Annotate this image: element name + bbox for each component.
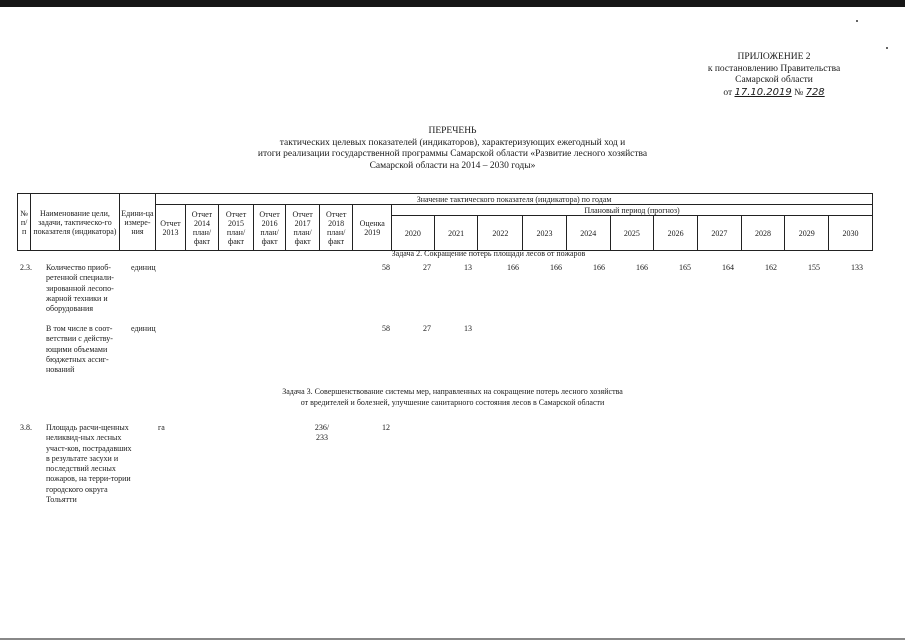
header-year: 2028 — [741, 216, 785, 251]
appendix-region: Самарской области — [735, 75, 813, 85]
header-year: 2022 — [478, 216, 523, 251]
row-2-3-sub-est-2019: 58 — [382, 324, 390, 333]
row-2-3-val: 13 — [464, 263, 472, 272]
appendix-resolution: к постановлению Правительства — [707, 63, 841, 74]
task-2-caption: Задача 2. Сокращение потерь площади лесов от пожаров — [391, 249, 586, 258]
handwritten-number: 728 — [805, 86, 825, 98]
row-3-8-name: Площадь расчи-щенных неликвид-ных лесных участ-ков, пострадавших в результате засухи и последствий лесных пожаров, на терри-тории городского округа Тольятти — [46, 423, 132, 505]
row-2-3-val: 164 — [722, 263, 734, 272]
row-3-8-est-2019: 12 — [382, 423, 390, 432]
indicator-table-header — [17, 193, 873, 251]
appendix-title: ПРИЛОЖЕНИЕ 2 — [737, 52, 811, 62]
row-2-3-val: 166 — [507, 263, 519, 272]
title-line-1: ПЕРЕЧЕНЬ — [428, 126, 477, 136]
row-2-3-val: 166 — [593, 263, 605, 272]
scan-speck — [886, 47, 888, 49]
row-2-3-val: 155 — [808, 263, 820, 272]
header-values-group: Значение тактического показателя (индикатора) по годам — [156, 194, 873, 205]
header-year: 2021 — [434, 216, 478, 251]
header-report-2013: Отчет 2013 — [156, 205, 185, 251]
title-line-3: итоги реализации государственной программы Самарской области «Развитие лесного хозяйства — [257, 149, 648, 159]
row-2-3-val: 165 — [679, 263, 691, 272]
row-2-3-sub-val: 27 — [423, 324, 431, 333]
scan-edge-top — [0, 0, 905, 7]
row-2-3-val: 27 — [423, 263, 431, 272]
header-year: 2027 — [697, 216, 741, 251]
header-year: 2029 — [785, 216, 829, 251]
row-2-3-sub-val: 13 — [464, 324, 472, 333]
scan-speck — [856, 20, 858, 22]
row-2-3-val: 166 — [636, 263, 648, 272]
title-line-2: тактических целевых показателей (индикаторов), характеризующих ежегодный ход и — [279, 137, 626, 148]
appendix-block — [689, 52, 859, 99]
row-2-3-est-2019: 58 — [382, 263, 390, 272]
header-report-2016: Отчет 2016 план/ факт — [253, 205, 286, 251]
header-report-2017: Отчет 2017 план/ факт — [286, 205, 320, 251]
task-3-caption-line-1: Задача 3. Совершенствование системы мер, направленных на сокращение потерь лесного хозяйства — [282, 387, 623, 396]
header-year: 2025 — [610, 216, 654, 251]
task-3-caption — [0, 387, 905, 408]
header-year: 2030 — [829, 216, 873, 251]
date-prefix: от — [723, 87, 733, 98]
header-unit: Едини-ца измере-ния — [119, 194, 156, 251]
header-report-2015: Отчет 2015 план/ факт — [219, 205, 254, 251]
row-2-3-unit: единиц — [131, 263, 156, 272]
appendix-date-line — [689, 87, 859, 100]
document-title — [0, 126, 905, 172]
row-2-3-val: 133 — [851, 263, 863, 272]
row-2-3-sub-name: В том числе в соот-ветствии с действу-ющими объемами бюджетных ассиг-нований — [46, 324, 113, 375]
header-report-2018: Отчет 2018 план/ факт — [319, 205, 353, 251]
handwritten-date: 17.10.2019 — [734, 86, 792, 98]
header-year: 2024 — [566, 216, 610, 251]
header-year: 2023 — [523, 216, 567, 251]
row-2-3-val: 166 — [550, 263, 562, 272]
title-line-4: Самарской области на 2014 – 2030 годы» — [369, 160, 536, 171]
row-2-3-val: 162 — [765, 263, 777, 272]
header-year: 2026 — [654, 216, 698, 251]
row-2-3-num: 2.3. — [20, 263, 32, 272]
row-3-8-unit: га — [158, 423, 165, 432]
row-3-8-num: 3.8. — [20, 423, 32, 432]
header-plan-period: Плановый период (прогноз) — [392, 205, 873, 216]
task-3-caption-line-2: от вредителей и болезней, улучшение санитарного состояния лесов в Самарской области — [300, 397, 605, 407]
header-name: Наименование цели, задачи, тактическо-го показателя (индикатора) — [31, 194, 119, 251]
row-2-3-name: Количество приоб-ретенной специали-зированной лесопо-жарной техники и оборудования — [46, 263, 114, 314]
number-sign: № — [794, 87, 804, 98]
row-3-8-report-2018: 236/ 233 — [314, 423, 330, 443]
header-report-2014: Отчет 2014 план/ факт — [185, 205, 219, 251]
row-2-3-sub-unit: единиц — [131, 324, 156, 333]
header-estimate-2019: Оценка 2019 — [353, 205, 392, 251]
header-year: 2020 — [392, 216, 435, 251]
header-num: № п/п — [18, 194, 31, 251]
